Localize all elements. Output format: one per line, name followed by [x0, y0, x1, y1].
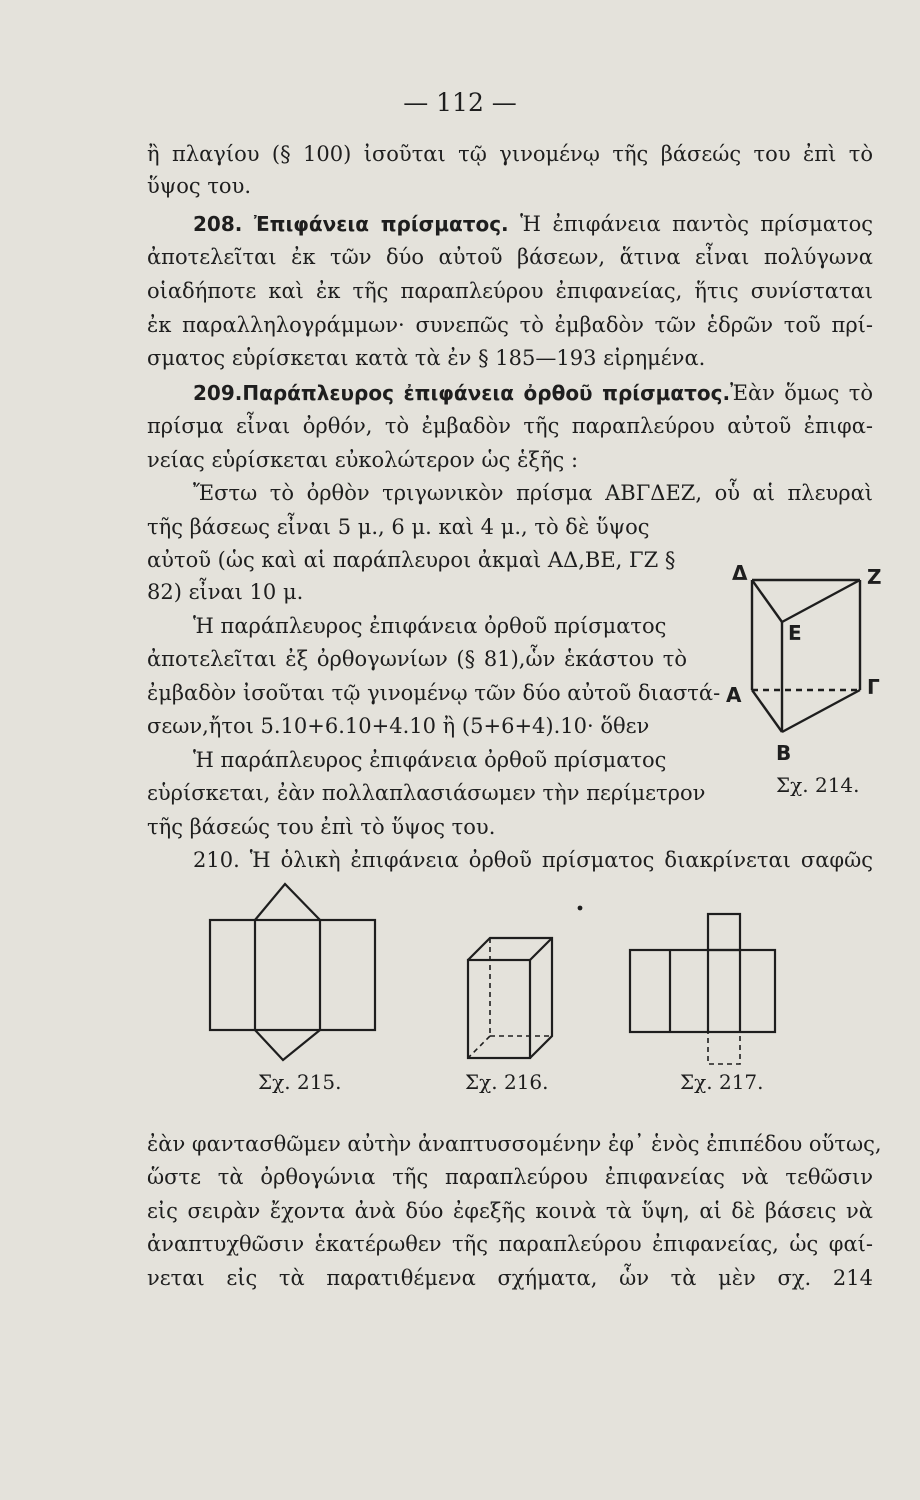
section-208-number: 208. — [193, 212, 243, 236]
text-line-23: ἀναπτυχθῶσιν ἑκατέρωθεν τῆς παραπλεύρου ἐπιφανείας, ὡς φαί- — [147, 1232, 873, 1256]
text-line-10: τῆς βάσεως εἶναι 5 μ., 6 μ. καὶ 4 μ., τὸ δὲ ὕψος — [147, 515, 650, 539]
text-line-14: ἀποτελεῖται ἐξ ὀρθογωνίων (§ 81),ὧν ἑκάστου τὸ — [147, 647, 687, 671]
section-209-text-start: Ἐὰν ὅμως τὸ — [730, 381, 873, 405]
text-line-20: ἐὰν φαντασθῶμεν αὐτὴν ἀναπτυσσομένην ἐφ᾽ ἑνὸς ἐπιπέδου οὕτως, — [147, 1132, 882, 1156]
text-line-18: εὑρίσκεται, ἐὰν πολλαπλασιάσωμεν τὴν περίμετρον — [147, 781, 706, 805]
text-line-3: ἀποτελεῖται ἐκ τῶν δύο αὐτοῦ βάσεων, ἅτινα εἶναι πολύγωνα — [147, 245, 873, 269]
figure-217-caption: Σχ. 217. — [680, 1070, 764, 1094]
text-line-11: αὐτοῦ (ὡς καὶ αἱ παράπλευροι ἀκμαὶ ΑΔ,ΒΕ, ΓΖ § — [147, 548, 676, 572]
figure-217-net — [620, 900, 790, 1070]
section-208-text-start: Ἡ ἐπιφάνεια παντὸς πρίσματος — [520, 212, 873, 236]
figure-216-caption: Σχ. 216. — [465, 1070, 549, 1094]
section-208-heading-line — [147, 210, 873, 238]
figure-214-caption: Σχ. 214. — [776, 773, 860, 797]
text-line-4: οἱαδήποτε καὶ ἐκ τῆς παραπλεύρου ἐπιφανείας, ἥτις συνίσταται — [147, 279, 873, 303]
print-speck — [578, 906, 583, 911]
section-210-text-start: Ἡ ὁλικὴ ἐπιφάνεια ὀρθοῦ πρίσματος διακρίνεται σαφῶς — [249, 848, 873, 872]
section-209-number: 209. — [193, 381, 243, 405]
text-line-21: ὥστε τὰ ὀρθογώνια τῆς παραπλεύρου ἐπιφανείας νὰ τεθῶσιν — [147, 1165, 873, 1189]
text-line-8: νείας εὑρίσκεται εὐκολώτερον ὡς ἑξῆς : — [147, 448, 579, 472]
text-line-13: Ἡ παράπλευρος ἐπιφάνεια ὀρθοῦ πρίσματος — [193, 614, 667, 638]
text-line-5: ἐκ παραλληλογράμμων· συνεπῶς τὸ ἐμβαδὸν τῶν ἑδρῶν τοῦ πρί- — [147, 313, 873, 337]
text-line-16: σεων,ἤτοι 5.10+6.10+4.10 ἢ (5+6+4).10· ὅθεν — [147, 714, 650, 738]
label-delta: Δ — [732, 561, 748, 585]
text-line-9: Ἔστω τὸ ὀρθὸν τριγωνικὸν πρίσμα ΑΒΓΔΕΖ, οὗ αἱ πλευραὶ — [193, 481, 873, 505]
section-210-number: 210. — [193, 848, 240, 872]
text-line-24: νεται εἰς τὰ παρατιθέμενα σχήματα, ὧν τὰ μὲν σχ. 214 — [147, 1266, 873, 1290]
section-209-heading-line — [147, 379, 873, 407]
text-line-2: ὕψος του. — [147, 174, 252, 198]
label-beta: Β — [776, 741, 792, 765]
section-209-title: Παράπλευρος ἐπιφάνεια ὀρθοῦ πρίσματος. — [242, 381, 731, 405]
text-line-1: ἢ πλαγίου (§ 100) ἰσοῦται τῷ γινομένῳ τῆς βάσεώς του ἐπὶ τὸ — [147, 142, 873, 166]
page-number: — 112 — — [403, 88, 517, 117]
figure-215-caption: Σχ. 215. — [258, 1070, 342, 1094]
section-208-title: Ἐπιφάνεια πρίσματος. — [253, 212, 509, 236]
section-210-line — [193, 846, 873, 874]
text-line-7: πρίσμα εἶναι ὀρθόν, τὸ ἐμβαδὸν τῆς παραπλεύρου αὐτοῦ ἐπιφα- — [147, 414, 873, 438]
text-line-15: ἐμβαδὸν ἰσοῦται τῷ γινομένῳ τῶν δύο αὐτοῦ διαστά- — [147, 681, 721, 705]
text-line-19: τῆς βάσεώς του ἐπὶ τὸ ὕψος του. — [147, 815, 496, 839]
text-line-12: 82) εἶναι 10 μ. — [147, 580, 304, 604]
figure-214-prism — [720, 560, 900, 770]
label-zeta: Ζ — [867, 565, 882, 589]
label-alpha: Α — [726, 683, 742, 707]
text-line-17: Ἡ παράπλευρος ἐπιφάνεια ὀρθοῦ πρίσματος — [193, 748, 667, 772]
text-line-22: εἰς σειρὰν ἔχοντα ἀνὰ δύο ἐφεξῆς κοινὰ τὰ ὕψη, αἱ δὲ βάσεις νὰ — [147, 1199, 873, 1223]
figure-215-net — [200, 880, 390, 1070]
label-gamma: Γ — [867, 675, 880, 699]
label-epsilon: Ε — [788, 621, 802, 645]
figure-216-box — [460, 930, 570, 1070]
text-line-6: σματος εὑρίσκεται κατὰ τὰ ἐν § 185—193 εἰρημένα. — [147, 346, 706, 370]
